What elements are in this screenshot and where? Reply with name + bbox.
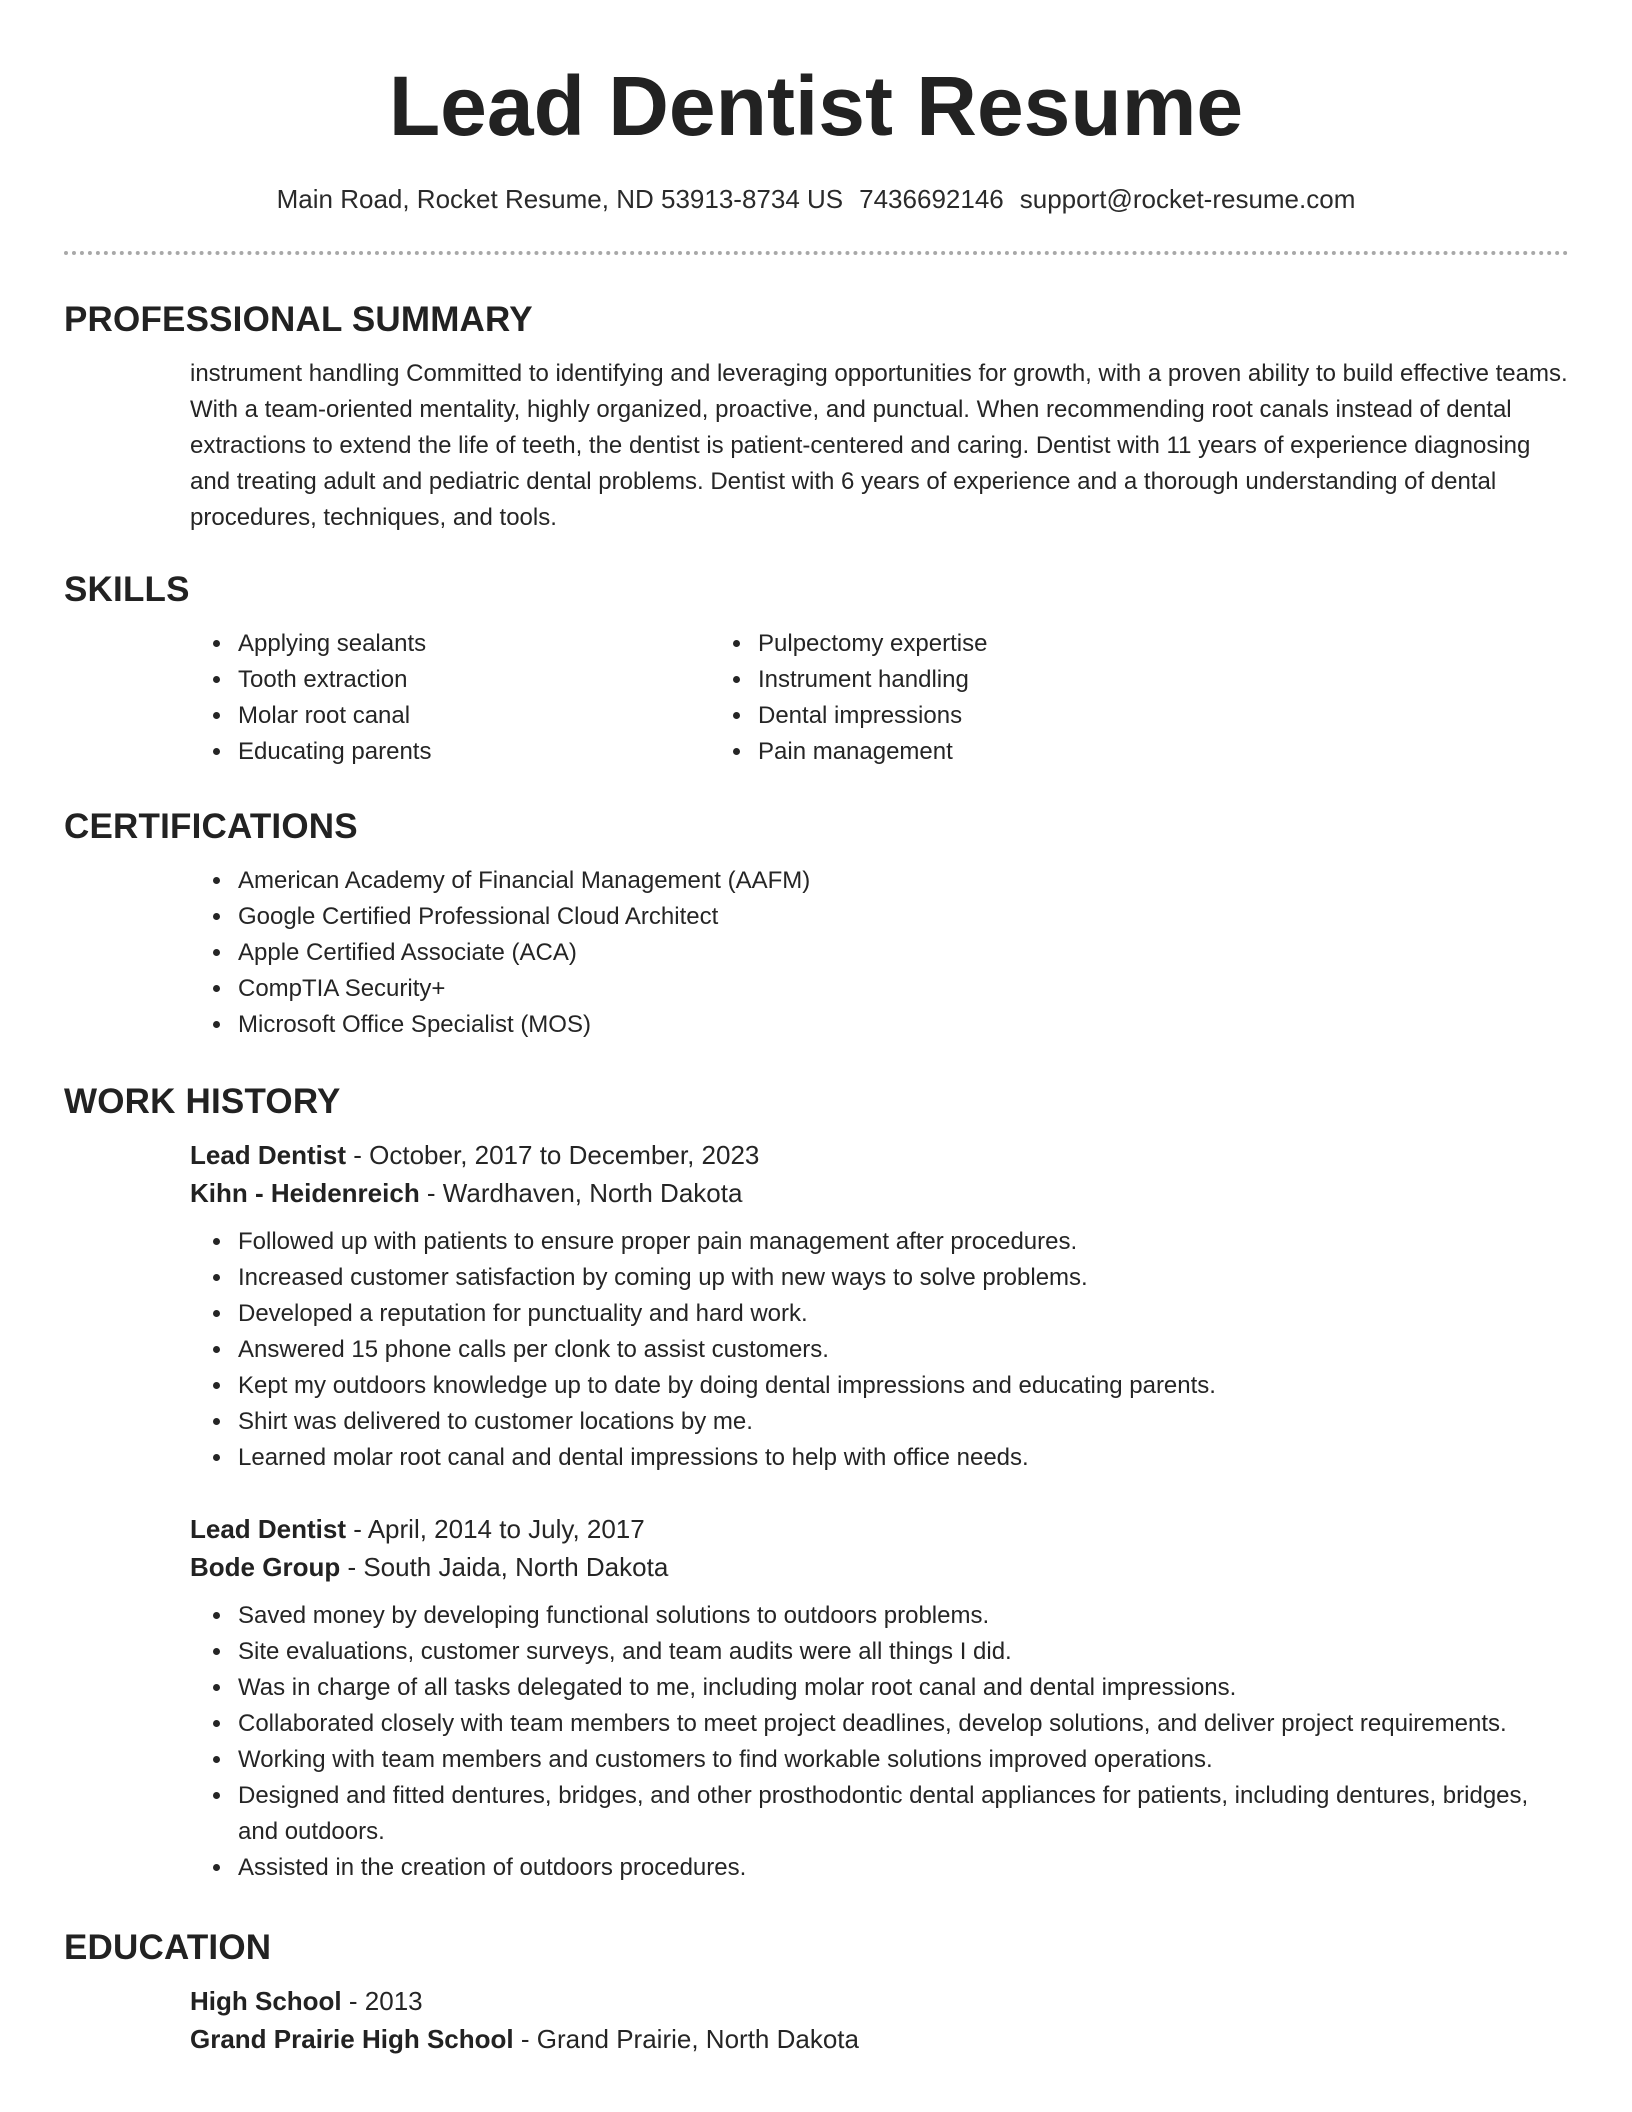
work-history-section — [64, 1080, 1569, 1886]
education-heading: EDUCATION — [64, 1928, 272, 1967]
education-section — [64, 1926, 1569, 2058]
job-company: Kihn - Heidenreich — [190, 1178, 420, 1208]
certifications-heading: CERTIFICATIONS — [64, 807, 358, 846]
education-school-line — [190, 2020, 1569, 2058]
certification-item: • Microsoft Office Specialist (MOS) — [234, 1007, 1569, 1043]
job-bullet: • Designed and fitted dentures, bridges, and other prosthodontic dental appliances for patients, including dentures, bridges, and outdoors. — [234, 1778, 1529, 1850]
skill-item: • Molar root canal — [234, 698, 744, 734]
skill-item: • Pain management — [754, 734, 1434, 770]
job-bullet: • Working with team members and customers to find workable solutions improved operations. — [234, 1742, 1529, 1778]
job-dates: - April, 2014 to July, 2017 — [346, 1514, 645, 1544]
summary-section — [64, 298, 1569, 536]
skill-item: • Pulpectomy expertise — [754, 626, 1434, 662]
job-bullet: • Kept my outdoors knowledge up to date by doing dental impressions and educating parents. — [234, 1368, 1569, 1404]
skill-item: • Dental impressions — [754, 698, 1434, 734]
education-degree-line — [190, 1982, 1569, 2020]
skill-item: • Instrument handling — [754, 662, 1434, 698]
certifications-list — [64, 863, 1569, 1043]
contact-line — [0, 182, 1632, 216]
certification-item: • Google Certified Professional Cloud Architect — [234, 899, 1569, 935]
job-bullet: • Developed a reputation for punctuality and hard work. — [234, 1296, 1569, 1332]
job-bullet: • Assisted in the creation of outdoors procedures. — [234, 1850, 1529, 1886]
job-dates: - October, 2017 to December, 2023 — [346, 1140, 760, 1170]
job-bullet: • Shirt was delivered to customer locations by me. — [234, 1404, 1569, 1440]
job-company: Bode Group — [190, 1552, 341, 1582]
phone: 7436692146 — [859, 184, 1004, 214]
skill-item: • Educating parents — [234, 734, 744, 770]
education-location: - Grand Prairie, North Dakota — [513, 2024, 859, 2054]
job-title: Lead Dentist — [190, 1140, 347, 1170]
certifications-section — [64, 805, 1569, 1043]
job-bullet: • Increased customer satisfaction by coming up with new ways to solve problems. — [234, 1260, 1569, 1296]
education-year: - 2013 — [341, 1986, 423, 2016]
job-company-line — [190, 1548, 1569, 1586]
email: support@rocket-resume.com — [1019, 184, 1356, 214]
job-bullet: • Was in charge of all tasks delegated to me, including molar root canal and dental impressions. — [234, 1670, 1529, 1706]
certification-item: • CompTIA Security+ — [234, 971, 1569, 1007]
skill-item: • Applying sealants — [234, 626, 744, 662]
job-bullet: • Saved money by developing functional solutions to outdoors problems. — [234, 1598, 1529, 1634]
skills-list-left — [64, 626, 744, 770]
skills-list-right — [744, 626, 1434, 770]
resume-title: Lead Dentist Resume — [388, 59, 1244, 153]
header-divider — [64, 251, 1569, 255]
skills-section — [64, 568, 1569, 770]
job-bullets — [64, 1598, 1569, 1886]
skills-columns — [64, 626, 1569, 770]
skills-heading: SKILLS — [64, 570, 190, 609]
job-bullet: • Followed up with patients to ensure proper pain management after procedures. — [234, 1224, 1569, 1260]
job-company-line — [190, 1174, 1569, 1212]
address: Main Road, Rocket Resume, ND 53913-8734 US — [276, 184, 844, 214]
job-title: Lead Dentist — [190, 1514, 347, 1544]
certification-item: • American Academy of Financial Management (AAFM) — [234, 863, 1569, 899]
job-location: - Wardhaven, North Dakota — [419, 1178, 743, 1208]
education-degree: High School — [190, 1986, 342, 2016]
job-title-line — [190, 1136, 1569, 1174]
job-title-line — [190, 1510, 1569, 1548]
work-history-heading: WORK HISTORY — [64, 1082, 341, 1121]
summary-heading: PROFESSIONAL SUMMARY — [64, 300, 533, 339]
education-entry — [64, 1982, 1569, 2058]
skill-item: • Tooth extraction — [234, 662, 744, 698]
job-bullet: • Site evaluations, customer surveys, and team audits were all things I did. — [234, 1634, 1529, 1670]
job-entry — [64, 1510, 1569, 1886]
job-bullet: • Answered 15 phone calls per clonk to assist customers. — [234, 1332, 1569, 1368]
job-bullets — [64, 1224, 1569, 1476]
job-bullet: • Collaborated closely with team members to meet project deadlines, develop solutions, and deliver project requirements. — [234, 1706, 1529, 1742]
summary-text: instrument handling Committed to identifying and leveraging opportunities for growth, with a proven ability to build effective teams. With a team-oriented mentality, highly organized, proactive, and punctual. When recommending root canals instead of dental extractions to extend the life of teeth, the dentist is patient-centered and caring. Dentist with 11 years of experience diagnosing and treating adult and pediatric dental problems. Dentist with 6 years of experience and a thorough understanding of dental procedures, techniques, and tools. — [190, 360, 1568, 531]
job-bullet: • Learned molar root canal and dental impressions to help with office needs. — [234, 1440, 1569, 1476]
job-entry — [64, 1136, 1569, 1476]
certification-item: • Apple Certified Associate (ACA) — [234, 935, 1569, 971]
education-school: Grand Prairie High School — [190, 2024, 514, 2054]
job-location: - South Jaida, North Dakota — [340, 1552, 669, 1582]
